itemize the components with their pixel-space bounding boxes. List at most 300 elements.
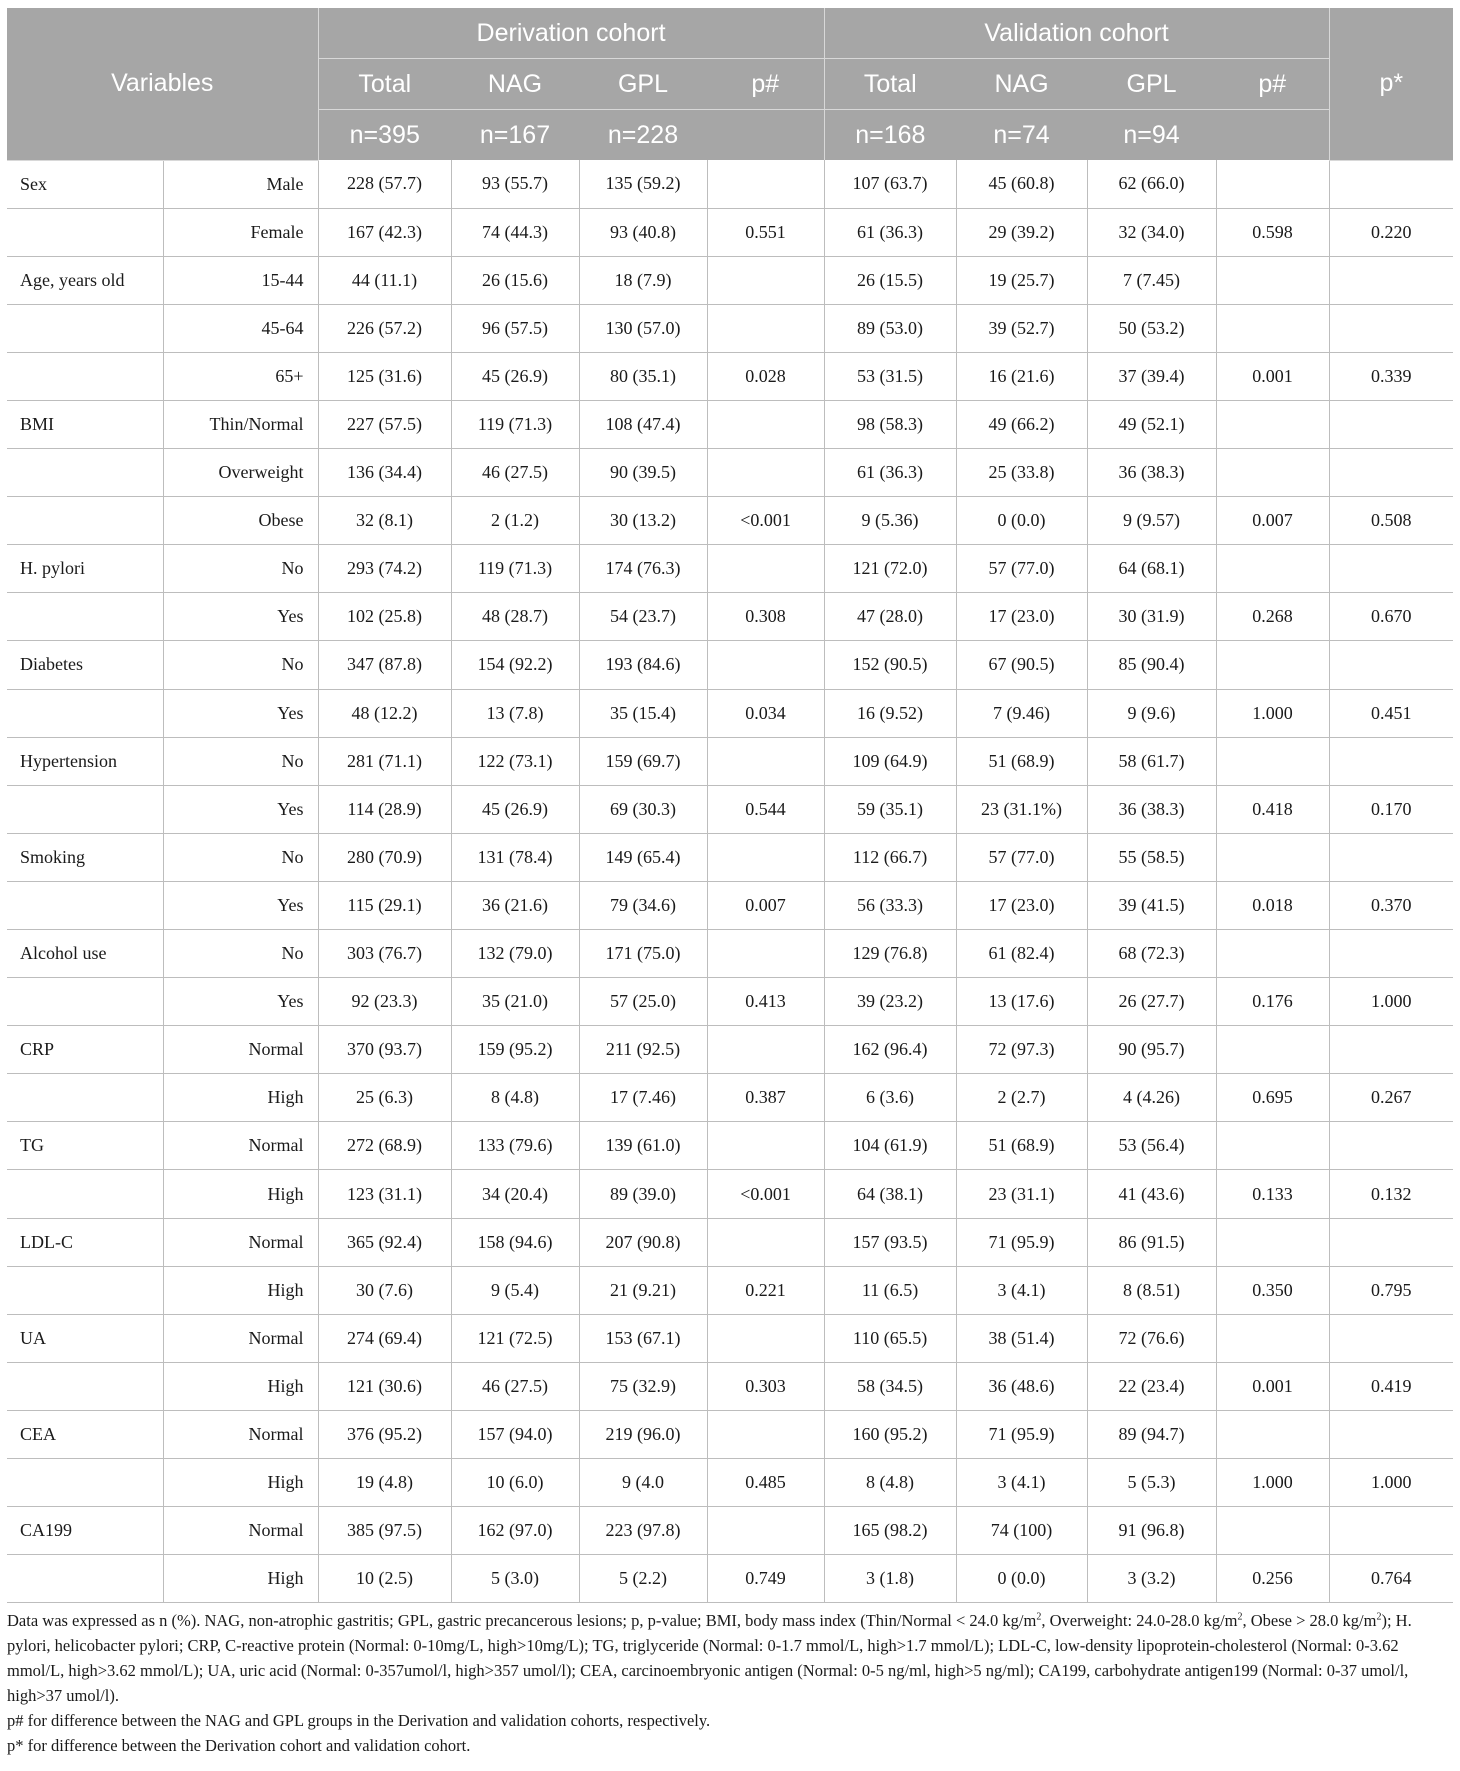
- cell-valid-gpl: 89 (94.7): [1087, 1410, 1216, 1458]
- cell-deriv-p-hash: [707, 930, 824, 978]
- cell-deriv-gpl: 89 (39.0): [579, 1170, 707, 1218]
- cell-deriv-total: 226 (57.2): [318, 304, 451, 352]
- cell-valid-total: 3 (1.8): [824, 1555, 956, 1603]
- cell-deriv-total: 115 (29.1): [318, 881, 451, 929]
- cell-deriv-nag: 159 (95.2): [451, 1026, 579, 1074]
- cell-deriv-nag: 34 (20.4): [451, 1170, 579, 1218]
- cell-valid-p-hash: 0.256: [1216, 1555, 1329, 1603]
- valid-gpl-n: n=94: [1087, 110, 1216, 161]
- cell-deriv-p-hash: [707, 833, 824, 881]
- cell-valid-nag: 57 (77.0): [956, 545, 1087, 593]
- cell-level: Thin/Normal: [163, 400, 318, 448]
- cell-deriv-gpl: 35 (15.4): [579, 689, 707, 737]
- cell-valid-p-hash: [1216, 1122, 1329, 1170]
- cell-variable: CEA: [7, 1410, 163, 1458]
- cell-deriv-total: 280 (70.9): [318, 833, 451, 881]
- cell-deriv-p-hash: [707, 1026, 824, 1074]
- cell-deriv-gpl: 80 (35.1): [579, 352, 707, 400]
- cell-p-star: 0.339: [1329, 352, 1453, 400]
- cell-deriv-gpl: 159 (69.7): [579, 737, 707, 785]
- cell-valid-total: 112 (66.7): [824, 833, 956, 881]
- cell-variable: CRP: [7, 1026, 163, 1074]
- cell-variable: Hypertension: [7, 737, 163, 785]
- cell-variable: [7, 689, 163, 737]
- cell-valid-p-hash: 1.000: [1216, 689, 1329, 737]
- table-row: [7, 1170, 1453, 1218]
- cell-deriv-gpl: 57 (25.0): [579, 978, 707, 1026]
- cell-valid-total: 89 (53.0): [824, 304, 956, 352]
- cell-deriv-nag: 131 (78.4): [451, 833, 579, 881]
- cell-valid-p-hash: [1216, 545, 1329, 593]
- cohort-table: [7, 8, 1453, 1603]
- cell-valid-p-hash: [1216, 449, 1329, 497]
- deriv-total-header: Total: [318, 59, 451, 110]
- cell-level: No: [163, 641, 318, 689]
- cell-deriv-nag: 157 (94.0): [451, 1410, 579, 1458]
- cell-variable: [7, 593, 163, 641]
- cell-deriv-p-hash: 0.028: [707, 352, 824, 400]
- cell-valid-gpl: 30 (31.9): [1087, 593, 1216, 641]
- cell-valid-total: 98 (58.3): [824, 400, 956, 448]
- cell-level: Male: [163, 160, 318, 208]
- cell-valid-gpl: 68 (72.3): [1087, 930, 1216, 978]
- cell-valid-nag: 17 (23.0): [956, 593, 1087, 641]
- table-row: [7, 449, 1453, 497]
- valid-gpl-header: GPL: [1087, 59, 1216, 110]
- cell-valid-gpl: 64 (68.1): [1087, 545, 1216, 593]
- cell-deriv-total: 281 (71.1): [318, 737, 451, 785]
- cell-level: 15-44: [163, 256, 318, 304]
- cell-valid-p-hash: 0.001: [1216, 1362, 1329, 1410]
- cell-valid-gpl: 37 (39.4): [1087, 352, 1216, 400]
- cell-deriv-nag: 158 (94.6): [451, 1218, 579, 1266]
- cell-p-star: [1329, 160, 1453, 208]
- cell-variable: [7, 352, 163, 400]
- table-row: [7, 400, 1453, 448]
- cell-deriv-nag: 162 (97.0): [451, 1507, 579, 1555]
- cell-variable: [7, 881, 163, 929]
- cell-valid-gpl: 26 (27.7): [1087, 978, 1216, 1026]
- cell-level: Obese: [163, 497, 318, 545]
- cell-valid-p-hash: [1216, 1410, 1329, 1458]
- table-row: [7, 1314, 1453, 1362]
- cell-deriv-nag: 119 (71.3): [451, 545, 579, 593]
- cell-deriv-total: 19 (4.8): [318, 1459, 451, 1507]
- cell-valid-nag: 36 (48.6): [956, 1362, 1087, 1410]
- cell-deriv-gpl: 18 (7.9): [579, 256, 707, 304]
- cell-valid-total: 61 (36.3): [824, 449, 956, 497]
- cell-valid-nag: 49 (66.2): [956, 400, 1087, 448]
- cell-deriv-p-hash: 0.387: [707, 1074, 824, 1122]
- cell-valid-gpl: 9 (9.6): [1087, 689, 1216, 737]
- cell-level: Normal: [163, 1122, 318, 1170]
- table-row: [7, 1507, 1453, 1555]
- cell-deriv-gpl: 174 (76.3): [579, 545, 707, 593]
- cell-p-star: [1329, 1218, 1453, 1266]
- cell-valid-total: 16 (9.52): [824, 689, 956, 737]
- cell-valid-gpl: 53 (56.4): [1087, 1122, 1216, 1170]
- cell-level: Normal: [163, 1507, 318, 1555]
- cell-valid-total: 110 (65.5): [824, 1314, 956, 1362]
- table-row: [7, 497, 1453, 545]
- cell-valid-p-hash: [1216, 256, 1329, 304]
- cell-variable: [7, 1266, 163, 1314]
- cell-deriv-total: 227 (57.5): [318, 400, 451, 448]
- cell-valid-nag: 71 (95.9): [956, 1218, 1087, 1266]
- cell-deriv-nag: 122 (73.1): [451, 737, 579, 785]
- cell-valid-gpl: 22 (23.4): [1087, 1362, 1216, 1410]
- cell-deriv-nag: 35 (21.0): [451, 978, 579, 1026]
- cell-deriv-total: 30 (7.6): [318, 1266, 451, 1314]
- table-row: [7, 1266, 1453, 1314]
- cell-p-star: 0.795: [1329, 1266, 1453, 1314]
- cell-level: High: [163, 1459, 318, 1507]
- cell-valid-p-hash: 1.000: [1216, 1459, 1329, 1507]
- cell-valid-nag: 45 (60.8): [956, 160, 1087, 208]
- cell-valid-total: 157 (93.5): [824, 1218, 956, 1266]
- deriv-p-hash-header: p#: [707, 59, 824, 110]
- cell-valid-gpl: 58 (61.7): [1087, 737, 1216, 785]
- footnote-p-hash: p# for difference between the NAG and GPL groups in the Derivation and validation cohorts, respectively.: [7, 1711, 711, 1731]
- cell-deriv-gpl: 17 (7.46): [579, 1074, 707, 1122]
- cell-valid-p-hash: [1216, 1314, 1329, 1362]
- cell-p-star: 1.000: [1329, 978, 1453, 1026]
- cell-deriv-nag: 45 (26.9): [451, 785, 579, 833]
- cell-valid-nag: 7 (9.46): [956, 689, 1087, 737]
- cell-deriv-total: 48 (12.2): [318, 689, 451, 737]
- cell-valid-nag: 23 (31.1%): [956, 785, 1087, 833]
- cell-deriv-gpl: 9 (4.0: [579, 1459, 707, 1507]
- table-row: [7, 593, 1453, 641]
- cell-valid-total: 59 (35.1): [824, 785, 956, 833]
- cell-valid-p-hash: [1216, 1218, 1329, 1266]
- cell-variable: [7, 1074, 163, 1122]
- cell-deriv-gpl: 54 (23.7): [579, 593, 707, 641]
- cell-valid-gpl: 7 (7.45): [1087, 256, 1216, 304]
- cell-deriv-total: 125 (31.6): [318, 352, 451, 400]
- cell-variable: UA: [7, 1314, 163, 1362]
- table-row: [7, 785, 1453, 833]
- deriv-total-n: n=395: [318, 110, 451, 161]
- cell-variable: [7, 1170, 163, 1218]
- table-row: [7, 1410, 1453, 1458]
- cell-level: Normal: [163, 1314, 318, 1362]
- cell-deriv-nag: 36 (21.6): [451, 881, 579, 929]
- cell-valid-nag: 23 (31.1): [956, 1170, 1087, 1218]
- cell-valid-nag: 13 (17.6): [956, 978, 1087, 1026]
- cell-valid-nag: 17 (23.0): [956, 881, 1087, 929]
- cell-deriv-gpl: 69 (30.3): [579, 785, 707, 833]
- cell-deriv-p-hash: 0.308: [707, 593, 824, 641]
- cell-valid-total: 56 (33.3): [824, 881, 956, 929]
- deriv-nag-header: NAG: [451, 59, 579, 110]
- valid-p-blank: [1216, 110, 1329, 161]
- cell-valid-gpl: 49 (52.1): [1087, 400, 1216, 448]
- cell-variable: [7, 1459, 163, 1507]
- cell-p-star: [1329, 1122, 1453, 1170]
- cell-deriv-nag: 154 (92.2): [451, 641, 579, 689]
- cell-p-star: 0.419: [1329, 1362, 1453, 1410]
- table-row: [7, 737, 1453, 785]
- cell-valid-p-hash: [1216, 641, 1329, 689]
- cell-deriv-total: 370 (93.7): [318, 1026, 451, 1074]
- cell-deriv-p-hash: 0.485: [707, 1459, 824, 1507]
- cell-deriv-p-hash: [707, 1218, 824, 1266]
- cell-deriv-nag: 132 (79.0): [451, 930, 579, 978]
- cell-valid-total: 58 (34.5): [824, 1362, 956, 1410]
- cell-deriv-total: 32 (8.1): [318, 497, 451, 545]
- cell-valid-p-hash: 0.007: [1216, 497, 1329, 545]
- cell-deriv-p-hash: 0.749: [707, 1555, 824, 1603]
- table-row: [7, 1026, 1453, 1074]
- table-row: [7, 1362, 1453, 1410]
- cell-variable: [7, 208, 163, 256]
- cell-valid-p-hash: [1216, 160, 1329, 208]
- cell-valid-gpl: 9 (9.57): [1087, 497, 1216, 545]
- cell-valid-total: 121 (72.0): [824, 545, 956, 593]
- table-body: [7, 160, 1453, 1603]
- cell-deriv-total: 303 (76.7): [318, 930, 451, 978]
- cell-level: Overweight: [163, 449, 318, 497]
- cell-p-star: [1329, 304, 1453, 352]
- cell-deriv-gpl: 219 (96.0): [579, 1410, 707, 1458]
- table-row: [7, 1074, 1453, 1122]
- cell-deriv-nag: 48 (28.7): [451, 593, 579, 641]
- table-row: [7, 256, 1453, 304]
- cell-valid-p-hash: 0.695: [1216, 1074, 1329, 1122]
- cell-deriv-gpl: 21 (9.21): [579, 1266, 707, 1314]
- cell-valid-p-hash: [1216, 1026, 1329, 1074]
- cell-deriv-total: 167 (42.3): [318, 208, 451, 256]
- cell-valid-nag: 16 (21.6): [956, 352, 1087, 400]
- cell-deriv-p-hash: [707, 1122, 824, 1170]
- cell-p-star: [1329, 641, 1453, 689]
- cell-deriv-gpl: 153 (67.1): [579, 1314, 707, 1362]
- table-row: [7, 881, 1453, 929]
- cell-deriv-gpl: 75 (32.9): [579, 1362, 707, 1410]
- cell-valid-gpl: 41 (43.6): [1087, 1170, 1216, 1218]
- cell-deriv-total: 272 (68.9): [318, 1122, 451, 1170]
- valid-total-n: n=168: [824, 110, 956, 161]
- cell-level: Normal: [163, 1410, 318, 1458]
- cell-valid-total: 47 (28.0): [824, 593, 956, 641]
- table-row: [7, 833, 1453, 881]
- cell-level: High: [163, 1362, 318, 1410]
- cell-deriv-total: 385 (97.5): [318, 1507, 451, 1555]
- cell-deriv-gpl: 149 (65.4): [579, 833, 707, 881]
- cell-deriv-total: 228 (57.7): [318, 160, 451, 208]
- cell-variable: LDL-C: [7, 1218, 163, 1266]
- cell-valid-gpl: 8 (8.51): [1087, 1266, 1216, 1314]
- cell-valid-total: 64 (38.1): [824, 1170, 956, 1218]
- cell-valid-nag: 29 (39.2): [956, 208, 1087, 256]
- cell-deriv-gpl: 211 (92.5): [579, 1026, 707, 1074]
- cell-valid-p-hash: [1216, 737, 1329, 785]
- cell-deriv-nag: 133 (79.6): [451, 1122, 579, 1170]
- cell-p-star: 0.508: [1329, 497, 1453, 545]
- cell-deriv-nag: 2 (1.2): [451, 497, 579, 545]
- cell-level: No: [163, 833, 318, 881]
- cell-deriv-p-hash: 0.007: [707, 881, 824, 929]
- cell-p-star: 0.370: [1329, 881, 1453, 929]
- cell-deriv-nag: 45 (26.9): [451, 352, 579, 400]
- cell-valid-nag: 71 (95.9): [956, 1410, 1087, 1458]
- cell-deriv-total: 25 (6.3): [318, 1074, 451, 1122]
- cell-valid-p-hash: 0.350: [1216, 1266, 1329, 1314]
- cell-valid-nag: 0 (0.0): [956, 1555, 1087, 1603]
- cell-deriv-gpl: 207 (90.8): [579, 1218, 707, 1266]
- cell-deriv-total: 365 (92.4): [318, 1218, 451, 1266]
- cell-valid-p-hash: 0.001: [1216, 352, 1329, 400]
- variables-header: Variables: [7, 8, 318, 160]
- cell-valid-gpl: 4 (4.26): [1087, 1074, 1216, 1122]
- table-row: [7, 1218, 1453, 1266]
- cell-p-star: 0.670: [1329, 593, 1453, 641]
- cell-deriv-total: 121 (30.6): [318, 1362, 451, 1410]
- cell-valid-p-hash: [1216, 833, 1329, 881]
- cell-p-star: 0.170: [1329, 785, 1453, 833]
- cell-deriv-gpl: 135 (59.2): [579, 160, 707, 208]
- cell-deriv-total: 114 (28.9): [318, 785, 451, 833]
- cell-deriv-p-hash: 0.544: [707, 785, 824, 833]
- cell-variable: [7, 1362, 163, 1410]
- cell-level: High: [163, 1555, 318, 1603]
- footnote-definitions: Data was expressed as n (%). NAG, non-atrophic gastritis; GPL, gastric precancerous lesions; p, p-value; BMI, body mass index (Thin/Normal < 24.0 $kg/m^2$, Overweight: 24.0-28.0 $kg/m^2$, Obese > 28.0 $kg/m^2$); H. pylori, helicobacter pylori; CRP, C-reactive protein (Normal: 0-10mg/L, high>10mg/L); TG, triglyceride (Normal: 0-1.7 mmol/L, high>1.7 mmol/L); LDL-C, low-density lipoprotein-cholesterol (Normal: 0-3.62 mmol/L, high>3.62 mmol/L); UA, uric acid (Normal: 0-357umol/l, high>357 umol/l); CEA, carcinoembryonic antigen (Normal: 0-5 ng/ml, high>5 ng/ml); CA199, carbohydrate antigen199 (Normal: 0-37 umol/l, high>37 umol/l).: [7, 1611, 1412, 1706]
- cell-deriv-p-hash: 0.551: [707, 208, 824, 256]
- cell-valid-total: 39 (23.2): [824, 978, 956, 1026]
- cell-valid-total: 11 (6.5): [824, 1266, 956, 1314]
- cell-p-star: [1329, 930, 1453, 978]
- cell-deriv-total: 376 (95.2): [318, 1410, 451, 1458]
- cell-variable: [7, 1555, 163, 1603]
- cell-valid-total: 129 (76.8): [824, 930, 956, 978]
- cell-p-star: [1329, 1026, 1453, 1074]
- cell-deriv-nag: 74 (44.3): [451, 208, 579, 256]
- cell-valid-gpl: 62 (66.0): [1087, 160, 1216, 208]
- deriv-gpl-n: n=228: [579, 110, 707, 161]
- cell-variable: [7, 304, 163, 352]
- cell-valid-total: 104 (61.9): [824, 1122, 956, 1170]
- cell-deriv-gpl: 93 (40.8): [579, 208, 707, 256]
- cell-valid-nag: 3 (4.1): [956, 1266, 1087, 1314]
- cell-deriv-p-hash: 0.413: [707, 978, 824, 1026]
- cell-deriv-p-hash: [707, 737, 824, 785]
- cell-valid-nag: 25 (33.8): [956, 449, 1087, 497]
- deriv-p-blank: [707, 110, 824, 161]
- cell-valid-p-hash: [1216, 930, 1329, 978]
- p-star-header: p*: [1329, 8, 1453, 160]
- cell-deriv-nag: 96 (57.5): [451, 304, 579, 352]
- cell-valid-gpl: 86 (91.5): [1087, 1218, 1216, 1266]
- table-row: [7, 545, 1453, 593]
- cell-deriv-p-hash: [707, 1507, 824, 1555]
- cell-deriv-p-hash: 0.221: [707, 1266, 824, 1314]
- cell-valid-nag: 61 (82.4): [956, 930, 1087, 978]
- cell-level: 65+: [163, 352, 318, 400]
- cell-deriv-p-hash: [707, 256, 824, 304]
- cell-deriv-p-hash: [707, 400, 824, 448]
- cell-valid-total: 61 (36.3): [824, 208, 956, 256]
- cell-deriv-p-hash: 0.034: [707, 689, 824, 737]
- cell-deriv-p-hash: [707, 160, 824, 208]
- cell-valid-total: 109 (64.9): [824, 737, 956, 785]
- cell-p-star: [1329, 1314, 1453, 1362]
- cell-valid-gpl: 36 (38.3): [1087, 785, 1216, 833]
- cell-valid-total: 160 (95.2): [824, 1410, 956, 1458]
- cell-p-star: [1329, 737, 1453, 785]
- cell-valid-nag: 19 (25.7): [956, 256, 1087, 304]
- cell-level: High: [163, 1266, 318, 1314]
- table-row: [7, 208, 1453, 256]
- cell-deriv-nag: 121 (72.5): [451, 1314, 579, 1362]
- cell-p-star: [1329, 449, 1453, 497]
- cell-valid-nag: 39 (52.7): [956, 304, 1087, 352]
- table-row: [7, 689, 1453, 737]
- cell-deriv-gpl: 79 (34.6): [579, 881, 707, 929]
- cell-level: Normal: [163, 1026, 318, 1074]
- cell-variable: Alcohol use: [7, 930, 163, 978]
- cell-deriv-gpl: 5 (2.2): [579, 1555, 707, 1603]
- deriv-nag-n: n=167: [451, 110, 579, 161]
- cell-variable: H. pylori: [7, 545, 163, 593]
- cell-variable: CA199: [7, 1507, 163, 1555]
- cell-deriv-gpl: 130 (57.0): [579, 304, 707, 352]
- cell-variable: BMI: [7, 400, 163, 448]
- footnote-p-star: p* for difference between the Derivation cohort and validation cohort.: [7, 1736, 471, 1756]
- cell-level: Yes: [163, 785, 318, 833]
- cell-deriv-p-hash: [707, 1410, 824, 1458]
- cell-deriv-p-hash: [707, 1314, 824, 1362]
- cell-variable: Diabetes: [7, 641, 163, 689]
- cell-deriv-nag: 13 (7.8): [451, 689, 579, 737]
- cell-level: Yes: [163, 881, 318, 929]
- cell-valid-total: 9 (5.36): [824, 497, 956, 545]
- cell-level: High: [163, 1170, 318, 1218]
- cell-valid-gpl: 55 (58.5): [1087, 833, 1216, 881]
- cell-variable: [7, 449, 163, 497]
- cell-valid-p-hash: [1216, 1507, 1329, 1555]
- table-row: [7, 641, 1453, 689]
- table-row: [7, 1122, 1453, 1170]
- table-row: [7, 352, 1453, 400]
- cell-valid-gpl: 91 (96.8): [1087, 1507, 1216, 1555]
- cell-p-star: 1.000: [1329, 1459, 1453, 1507]
- cell-deriv-total: 347 (87.8): [318, 641, 451, 689]
- cell-level: No: [163, 737, 318, 785]
- table-row: [7, 160, 1453, 208]
- cell-valid-gpl: 5 (5.3): [1087, 1459, 1216, 1507]
- table-row: [7, 1459, 1453, 1507]
- cell-valid-p-hash: 0.598: [1216, 208, 1329, 256]
- table-row: [7, 1555, 1453, 1603]
- cell-deriv-gpl: 139 (61.0): [579, 1122, 707, 1170]
- cell-deriv-nag: 8 (4.8): [451, 1074, 579, 1122]
- cell-p-star: 0.220: [1329, 208, 1453, 256]
- cell-valid-p-hash: [1216, 304, 1329, 352]
- cell-deriv-p-hash: [707, 304, 824, 352]
- cell-deriv-total: 92 (23.3): [318, 978, 451, 1026]
- cell-level: Yes: [163, 593, 318, 641]
- cell-deriv-nag: 26 (15.6): [451, 256, 579, 304]
- table-header: [7, 8, 1453, 160]
- cell-valid-total: 8 (4.8): [824, 1459, 956, 1507]
- cell-valid-gpl: 36 (38.3): [1087, 449, 1216, 497]
- cell-deriv-nag: 5 (3.0): [451, 1555, 579, 1603]
- cell-variable: [7, 497, 163, 545]
- valid-p-hash-header: p#: [1216, 59, 1329, 110]
- cell-deriv-nag: 93 (55.7): [451, 160, 579, 208]
- cell-valid-nag: 51 (68.9): [956, 1122, 1087, 1170]
